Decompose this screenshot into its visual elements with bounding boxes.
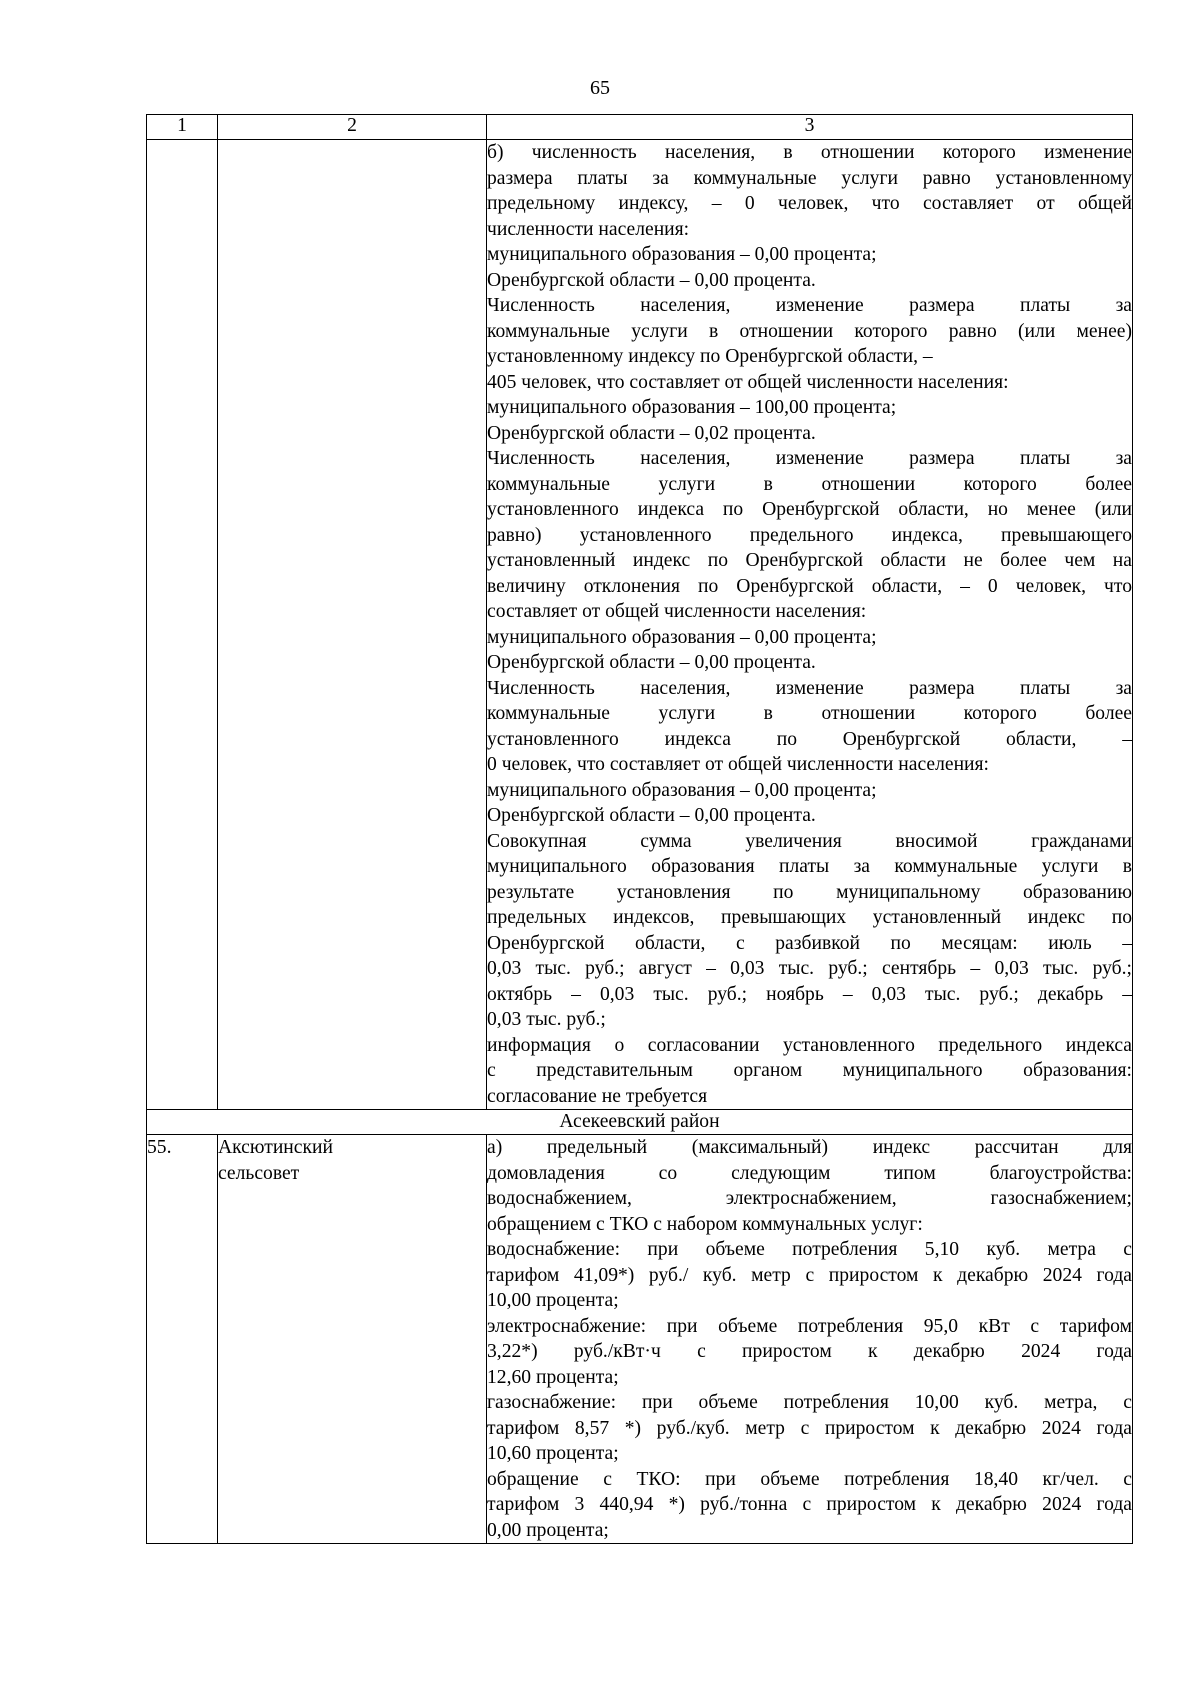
text-line: величину отклонения по Оренбургской области, – 0 человек, что — [487, 575, 1132, 597]
text-line: Оренбургской области – 0,00 процента. — [487, 805, 816, 826]
table-header-row — [147, 115, 1133, 140]
table-row-continued — [147, 140, 1133, 1110]
column-header-3: 3 — [487, 115, 1133, 140]
text-line: предельному индексу, – 0 человек, что составляет от общей — [487, 193, 1132, 214]
cell-name-empty — [218, 140, 487, 1110]
text-line: равно) установленного предельного индекса, превышающего — [487, 524, 1132, 546]
text-line: Совокупная сумма увеличения вносимой гражданами — [487, 830, 1132, 852]
text-line: обращением с ТКО с набором коммунальных услуг: — [487, 1213, 923, 1235]
text-line: обращение с ТКО: при объеме потребления 18,40 кг/чел. с — [487, 1468, 1132, 1490]
text-line: водоснабжением, электроснабжением, газоснабжением; — [487, 1188, 1132, 1209]
text-line: Оренбургской области – 0,02 процента. — [487, 422, 816, 444]
text-line: установленного индекса по Оренбургской области, но менее (или — [487, 499, 1132, 520]
text-line: 0 человек, что составляет от общей численности населения: — [487, 754, 990, 775]
municipality-name-line: Аксютинский — [218, 1137, 333, 1158]
page-number: 65 — [590, 77, 610, 99]
text-line: согласование не требуется — [487, 1085, 708, 1107]
cell-row-number: 55. — [147, 1135, 218, 1544]
text-line: установленному индексу по Оренбургской области, – — [487, 346, 933, 367]
text-line: домовладения со следующим типом благоустройства: — [487, 1162, 1132, 1184]
text-line: коммунальные услуги в отношении которого более — [487, 703, 1132, 724]
table-row-region — [147, 1110, 1133, 1135]
text-line: с представительным органом муниципального образования: — [487, 1060, 1132, 1081]
text-line: численности населения: — [487, 218, 690, 240]
text-line: 0,03 тыс. руб.; август – 0,03 тыс. руб.; сентябрь – 0,03 тыс. руб.; — [487, 958, 1132, 979]
text-line: коммунальные услуги в отношении которого равно (или менее) — [487, 320, 1132, 342]
text-line: тарифом 41,09*) руб./ куб. метр с приростом к декабрю 2024 года — [487, 1264, 1132, 1286]
column-header-2: 2 — [218, 115, 487, 140]
text-line: 405 человек, что составляет от общей численности населения: — [487, 371, 1009, 393]
text-line: а) предельный (максимальный) индекс рассчитан для — [487, 1137, 1132, 1158]
text-line: коммунальные услуги в отношении которого более — [487, 473, 1132, 495]
text-line: установленный индекс по Оренбургской области не более чем на — [487, 550, 1132, 571]
cell-municipality-name — [218, 1135, 487, 1544]
text-line: установленного индекса по Оренбургской области, – — [487, 728, 1132, 750]
text-line: Численность населения, изменение размера платы за — [487, 448, 1132, 469]
text-line: Оренбургской области – 0,00 процента. — [487, 652, 816, 673]
table-row-55 — [147, 1135, 1133, 1544]
text-line: 10,00 процента; — [487, 1290, 619, 1311]
cell-description-55 — [487, 1135, 1133, 1544]
text-line: тарифом 8,57 *) руб./куб. метр с приростом к декабрю 2024 года — [487, 1417, 1132, 1439]
text-line: газоснабжение: при объеме потребления 10,00 куб. метра, с — [487, 1392, 1132, 1413]
text-line: 0,03 тыс. руб.; — [487, 1009, 606, 1030]
text-line: муниципального образования – 100,00 процента; — [487, 397, 897, 418]
text-line: муниципального образования – 0,00 процента; — [487, 244, 877, 265]
text-line: информация о согласовании установленного предельного индекса — [487, 1034, 1132, 1056]
text-line: электроснабжение: при объеме потребления 95,0 кВт с тарифом — [487, 1315, 1132, 1337]
text-line: тарифом 3 440,94 *) руб./тонна с приростом к декабрю 2024 года — [487, 1494, 1132, 1515]
text-line: предельных индексов, превышающих установленный индекс по — [487, 907, 1132, 928]
text-line: 3,22*) руб./кВт·ч с приростом к декабрю 2024 года — [487, 1341, 1132, 1362]
text-line: Оренбургской области – 0,00 процента. — [487, 269, 816, 291]
region-heading: Асекеевский район — [147, 1110, 1133, 1135]
text-line: составляет от общей численности населения: — [487, 601, 867, 622]
text-line: 10,60 процента; — [487, 1443, 619, 1464]
column-header-1: 1 — [147, 115, 218, 140]
text-line: муниципального образования – 0,00 процента; — [487, 626, 877, 648]
text-line: Численность населения, изменение размера платы за — [487, 295, 1132, 316]
text-line: муниципального образования платы за коммунальные услуги в — [487, 856, 1132, 877]
municipality-name-line: сельсовет — [218, 1162, 300, 1184]
text-line: Численность населения, изменение размера платы за — [487, 677, 1132, 699]
text-line: октябрь – 0,03 тыс. руб.; ноябрь – 0,03 тыс. руб.; декабрь – — [487, 983, 1132, 1005]
text-line: 0,00 процента; — [487, 1519, 609, 1541]
text-line: б) численность населения, в отношении которого изменение — [487, 142, 1132, 163]
text-line: размера платы за коммунальные услуги равно установленному — [487, 167, 1132, 189]
text-line: результате установления по муниципальному образованию — [487, 881, 1132, 903]
text-line: водоснабжение: при объеме потребления 5,10 куб. метра с — [487, 1239, 1132, 1260]
text-line: Оренбургской области, с разбивкой по месяцам: июль – — [487, 932, 1132, 954]
text-line: 12,60 процента; — [487, 1366, 619, 1388]
data-table — [146, 114, 1133, 1544]
cell-description-continued — [487, 140, 1133, 1110]
text-line: муниципального образования – 0,00 процента; — [487, 779, 877, 801]
cell-number-empty — [147, 140, 218, 1110]
